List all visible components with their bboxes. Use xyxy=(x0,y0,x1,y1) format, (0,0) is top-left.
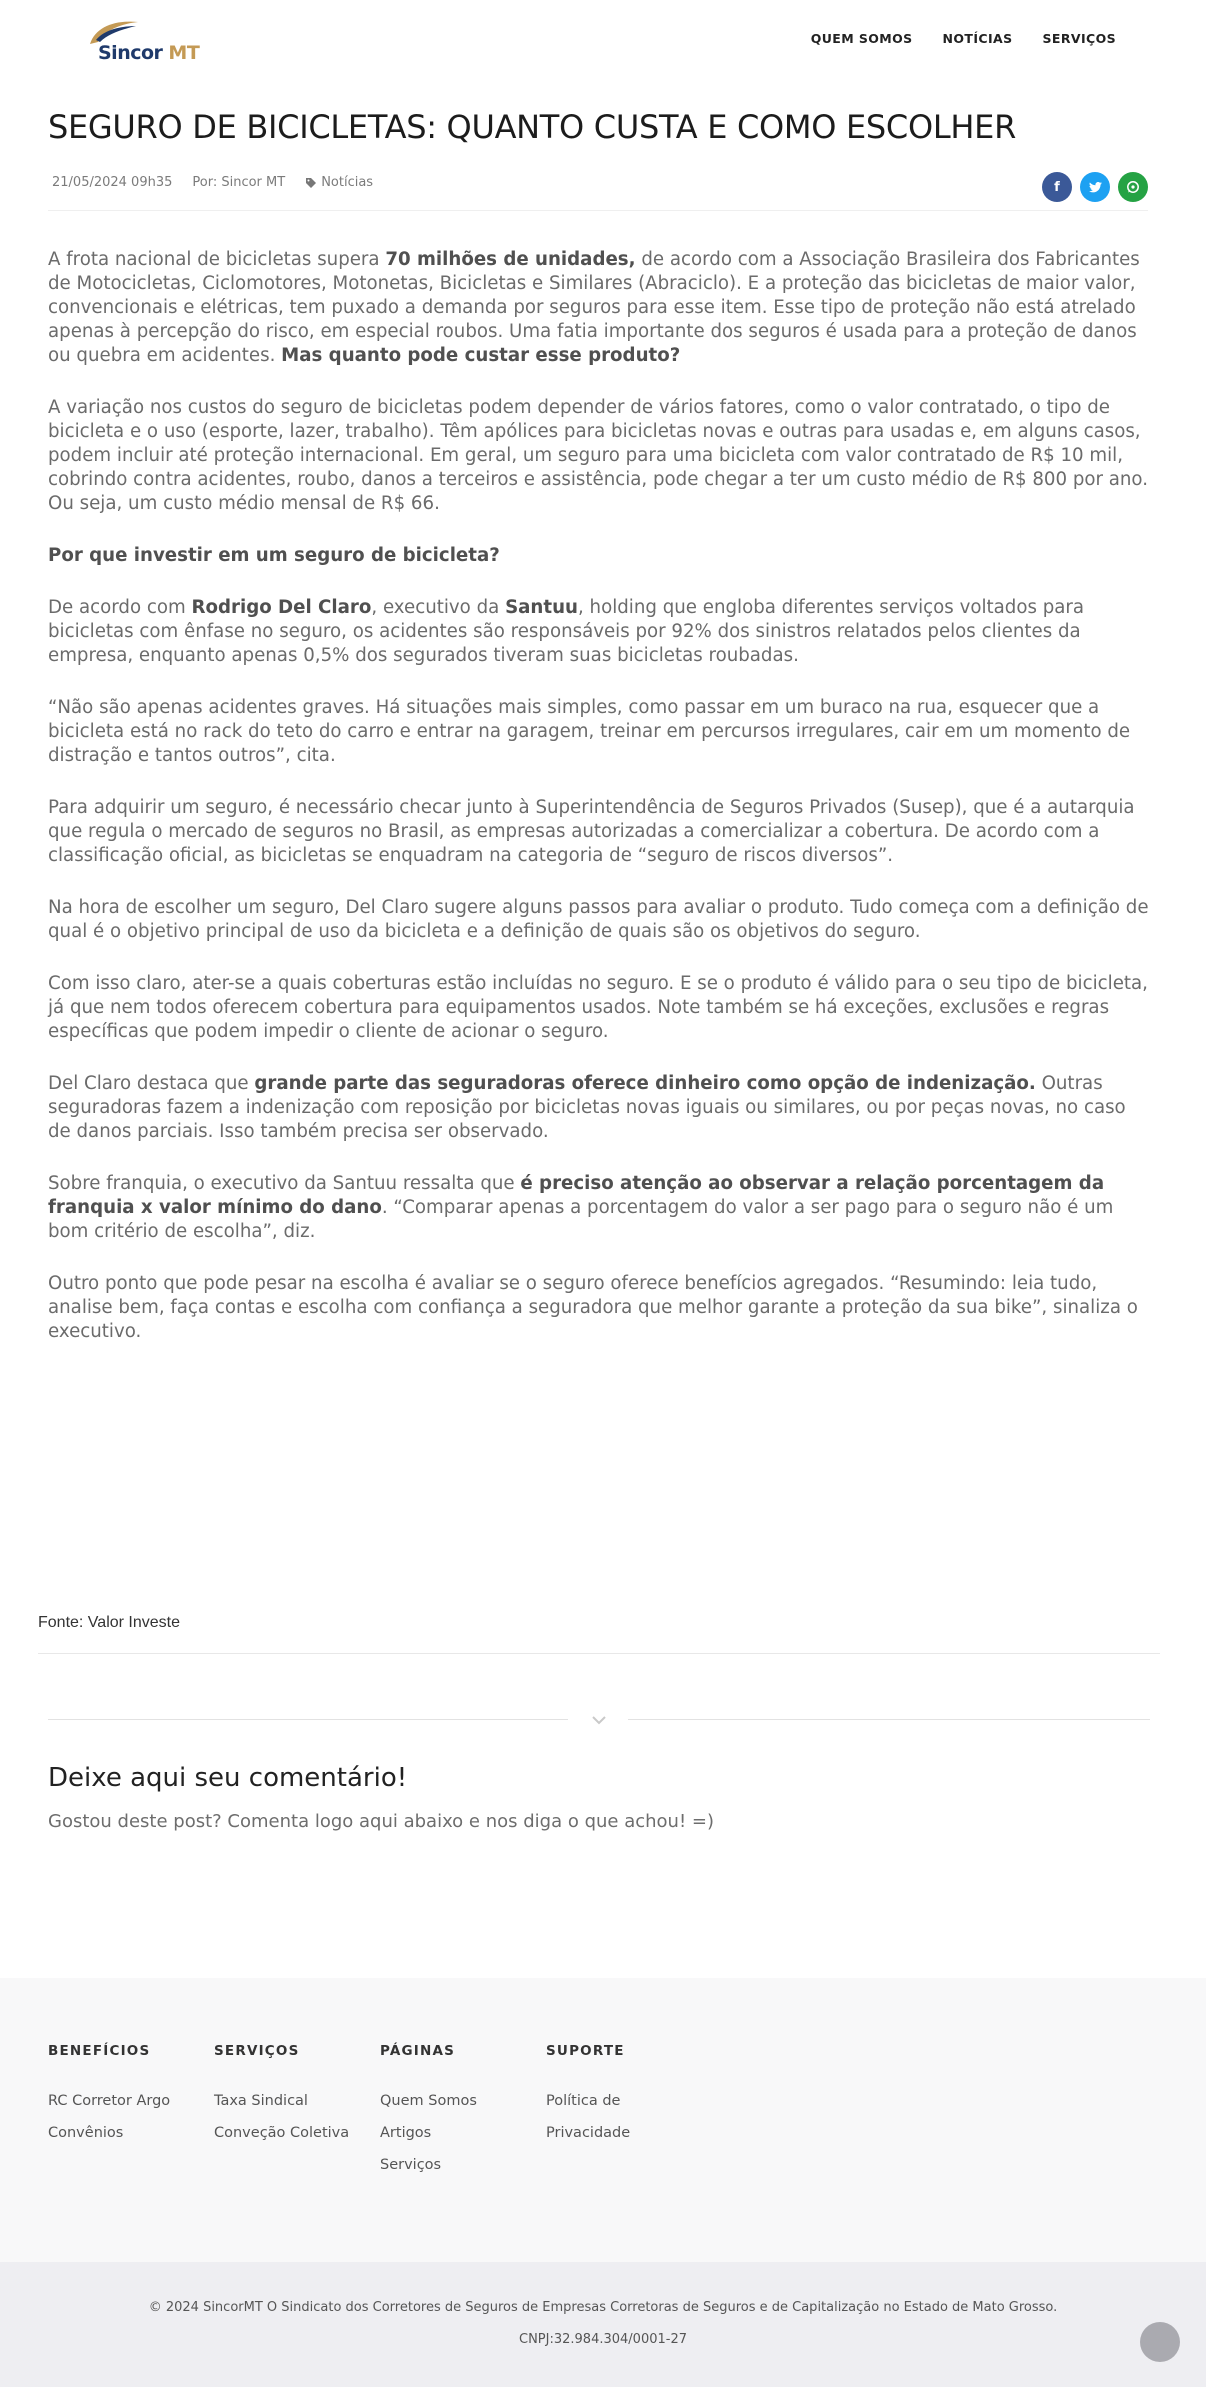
footer-bottom-bar xyxy=(0,2262,1206,2387)
footer-link-convecao-coletiva[interactable]: Conveção Coletiva xyxy=(214,2125,350,2141)
whatsapp-icon xyxy=(1126,180,1140,194)
twitter-share-button[interactable] xyxy=(1080,172,1110,202)
article-paragraph: Sobre franquia, o executivo da Santuu ressalta que é preciso atenção ao observar a relação porcentagem da franquia x valor mínimo do dano. “Comparar apenas a porcentagem do valor a ser pago para o seguro não é um bom critério de escolha”, diz. xyxy=(48,1173,1114,1242)
footer-link-taxa-sindical[interactable]: Taxa Sindical xyxy=(214,2093,308,2109)
footer-link-convenios[interactable]: Convênios xyxy=(48,2125,124,2141)
article-body xyxy=(48,248,1150,1372)
nav-quem-somos[interactable]: QUEM SOMOS xyxy=(810,31,913,46)
footer-link-quem-somos[interactable]: Quem Somos xyxy=(380,2093,477,2109)
main-nav xyxy=(811,31,1116,46)
footer-link-privacidade[interactable]: Privacidade xyxy=(546,2125,631,2141)
article-paragraph: A variação nos custos do seguro de bicicletas podem depender de vários fatores, como o valor contratado, o tipo de bicicleta e o uso (esporte, lazer, trabalho). Têm apólices para bicicletas novas e outras para usadas e, em alguns casos, podem incluir até proteção internacional. Em geral, um seguro para uma bicicleta com valor contratado de R$ 10 mil, cobrindo contra acidentes, roubo, danos a terceiros e assistência, pode chegar a ter um custo médio de R$ 800 por ano. Ou seja, um custo médio mensal de R$ 66. xyxy=(48,397,1149,514)
article-paragraph: A frota nacional de bicicletas supera 70 milhões de unidades, de acordo com a Associação Brasileira dos Fabricantes de Motocicletas, Ciclomotores, Motonetas, Bicicletas e Similares (Abraciclo). E a proteção das bicicletas de maior valor, convencionais e elétricas, tem puxado a demanda por seguros para esse item. Esse tipo de proteção não está atrelado apenas à percepção do risco, em especial roubos. Uma fatia importante dos seguros é usada para a proteção de danos ou quebra em acidentes. Mas quanto pode custar esse produto? xyxy=(48,249,1140,366)
share-buttons xyxy=(1042,172,1148,202)
article-paragraph: Na hora de escolher um seguro, Del Claro sugere alguns passos para avaliar o produto. Tudo começa com a definição de qual é o objetivo principal de uso da bicicleta e a definição de quais são os objetivos do seguro. xyxy=(48,897,1149,942)
footer-cnpj: CNPJ:32.984.304/0001-27 xyxy=(519,2332,687,2347)
article-subheading: Por que investir em um seguro de bicicleta? xyxy=(48,545,500,566)
footer-heading: BENEFÍCIOS xyxy=(48,2043,151,2059)
footer-heading: SUPORTE xyxy=(546,2043,625,2059)
article-source: Fonte: Valor Investe xyxy=(38,1614,180,1631)
facebook-share-button[interactable] xyxy=(1042,172,1072,202)
nav-servicos[interactable]: SERVIÇOS xyxy=(1042,31,1116,46)
post-author: Por: Sincor MT xyxy=(192,175,286,190)
article-paragraph: Com isso claro, ater-se a quais coberturas estão incluídas no seguro. E se o produto é válido para o seu tipo de bicicleta, já que nem todos oferecem cobertura para equipamentos usados. Note também se há exceções, exclusões e regras específicas que podem impedir o cliente de acionar o seguro. xyxy=(48,973,1148,1042)
scroll-to-top-button[interactable] xyxy=(1140,2322,1180,2362)
chevron-down-icon xyxy=(589,1710,609,1730)
footer-heading: SERVIÇOS xyxy=(214,2043,300,2059)
comments-subtitle: Gostou deste post? Comenta logo aqui abaixo e nos diga o que achou! =) xyxy=(48,1811,714,1832)
post-meta xyxy=(52,175,373,190)
facebook-icon: f xyxy=(1054,179,1060,195)
whatsapp-share-button[interactable] xyxy=(1118,172,1148,202)
nav-noticias[interactable]: NOTÍCIAS xyxy=(942,31,1013,46)
source-divider xyxy=(38,1653,1160,1654)
post-date: 21/05/2024 09h35 xyxy=(52,175,173,190)
footer-heading: PÁGINAS xyxy=(380,2043,456,2059)
footer-col-servicos xyxy=(214,2043,349,2149)
site-header xyxy=(0,0,1206,84)
article-paragraph: Outro ponto que pode pesar na escolha é avaliar se o seguro oferece benefícios agregados. “Resumindo: leia tudo, analise bem, faça contas e escolha com confiança a seguradora que melhor garante a proteção da sua bike”, sinaliza o executivo. xyxy=(48,1273,1138,1342)
footer-col-beneficios xyxy=(48,2043,170,2149)
article-paragraph: “Não são apenas acidentes graves. Há situações mais simples, como passar em um buraco na rua, esquecer que a bicicleta está no rack do teto do carro e entrar na garagem, treinar em percursos irregulares, cair em um momento de distração e tantos outros”, cita. xyxy=(48,697,1131,766)
post-category-label: Notícias xyxy=(321,175,374,190)
footer-link-politica[interactable]: Política de xyxy=(546,2093,621,2109)
logo-text: Sincor MT xyxy=(98,42,200,64)
footer-col-suporte xyxy=(546,2043,630,2149)
footer-col-paginas xyxy=(380,2043,477,2181)
footer-link-artigos[interactable]: Artigos xyxy=(380,2125,432,2141)
post-title: SEGURO DE BICICLETAS: QUANTO CUSTA E COMO ESCOLHER xyxy=(48,108,1017,146)
meta-divider xyxy=(48,210,1148,211)
footer-copyright: © 2024 SincorMT O Sindicato dos Corretores de Seguros de Empresas Corretoras de Seguros e de Capitalização no Estado de Mato Grosso. xyxy=(148,2300,1058,2315)
comments-divider xyxy=(48,1708,1150,1732)
site-logo[interactable] xyxy=(86,18,206,68)
footer-link-rc-corretor[interactable]: RC Corretor Argo xyxy=(48,2093,171,2109)
article-paragraph: De acordo com Rodrigo Del Claro, executivo da Santuu, holding que engloba diferentes serviços voltados para bicicletas com ênfase no seguro, os acidentes são responsáveis por 92% dos sinistros relatados pelos clientes da empresa, enquanto apenas 0,5% dos segurados tiveram suas bicicletas roubadas. xyxy=(48,597,1085,666)
comments-title: Deixe aqui seu comentário! xyxy=(48,1763,408,1793)
tag-icon xyxy=(305,177,317,189)
footer-link-servicos[interactable]: Serviços xyxy=(380,2157,442,2173)
twitter-icon xyxy=(1089,182,1102,193)
post-category[interactable] xyxy=(305,175,373,190)
article-paragraph: Para adquirir um seguro, é necessário checar junto à Superintendência de Seguros Privados (Susep), que é a autarquia que regula o mercado de seguros no Brasil, as empresas autorizadas a comercializar a cobertura. De acordo com a classificação oficial, as bicicletas se enquadram na categoria de “seguro de riscos diversos”. xyxy=(48,797,1135,866)
article-paragraph: Del Claro destaca que grande parte das seguradoras oferece dinheiro como opção de indenização. Outras seguradoras fazem a indenização com reposição por bicicletas novas iguais ou similares, ou por peças novas, no caso de danos parciais. Isso também precisa ser observado. xyxy=(48,1073,1126,1142)
